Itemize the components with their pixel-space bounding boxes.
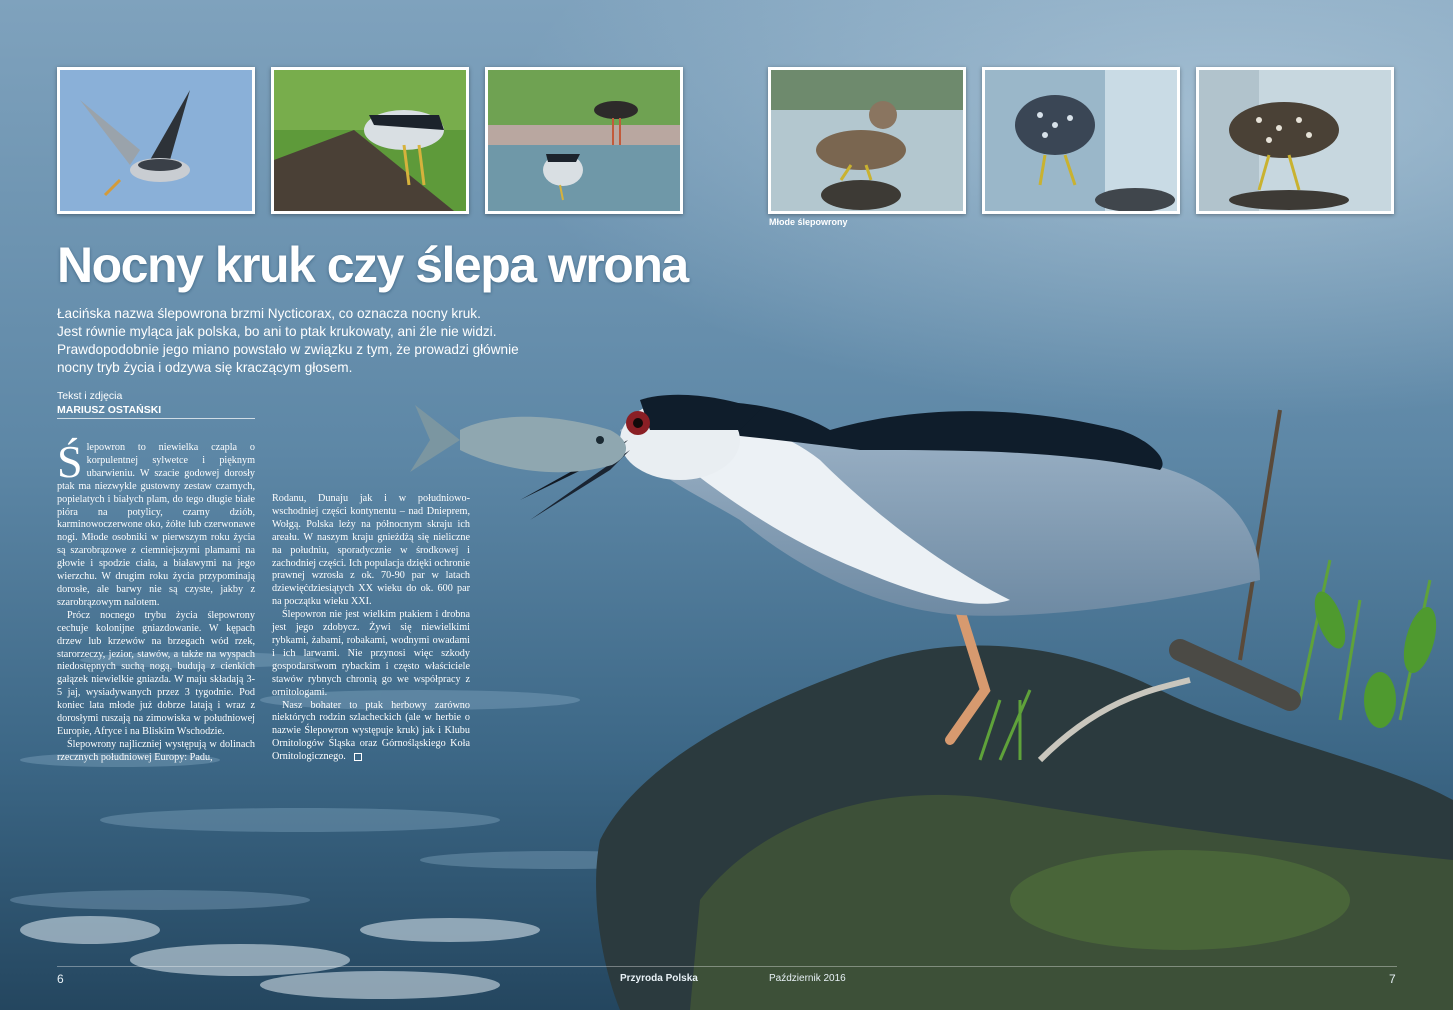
lead-line: Prawdopodobnie jego miano powstało w związku z tym, że prowadzi głównie bbox=[57, 342, 519, 357]
body-paragraph: Rodanu, Dunaju jak i w południowo-wschodniej części kontynentu – nad Dnieprem, Wołgą. Polska leży na północnym skraju ich areału. W naszym kraju gnieżdżą się nieliczne na południu, sporadycznie w środkowej i zachodniej części. Ich populacja dzięki ochronie prawnej wzrosła z ok. 70-90 par w latach dziewięćdziesiątych XX wieku do ok. 600 par na początku wieku XXI. bbox=[272, 493, 470, 608]
lead-line: nocny tryb życia i odzywa się kraczącym głosem. bbox=[57, 360, 353, 375]
end-of-article-mark bbox=[354, 753, 362, 761]
credit-divider bbox=[57, 418, 255, 419]
article-lead bbox=[57, 305, 519, 377]
drop-cap: Ś bbox=[57, 436, 83, 487]
author-name: MARIUSZ OSTAŃSKI bbox=[57, 404, 162, 416]
lead-line: Łacińska nazwa ślepowrona brzmi Nycticorax, co oznacza nocny kruk. bbox=[57, 306, 481, 321]
body-paragraph: Nasz bohater to ptak herbowy zarówno niektórych rodzin szlacheckich (ale w herbie o nazwie Ślepowron występuje kruk) jak i Klubu Ornitologów Śląska oraz Górnośląskiego Koła Ornitologicznego. bbox=[272, 699, 470, 763]
body-column-2 bbox=[272, 493, 470, 764]
page-number-right: 7 bbox=[1389, 972, 1396, 986]
body-paragraph: Ślepowron nie jest wielkim ptakiem i drobna jest jego zdobycz. Żywi się niewielkimi rybkami, żabami, robakami, wodnymi owadami i ich larwami. Nie przynosi więc szkody gospodarstwom rybackim i często właściciele stawów rybnych chronią go we współpracy z ornitologami. bbox=[272, 609, 470, 698]
magazine-name: Przyroda Polska bbox=[620, 973, 698, 984]
photo-heron-flying bbox=[57, 67, 255, 214]
footer-divider bbox=[57, 966, 1397, 967]
credit-label: Tekst i zdjęcia bbox=[57, 390, 123, 402]
photo-juvenile-1 bbox=[768, 67, 966, 214]
lead-line: Jest równie myląca jak polska, bo ani to ptak krukowaty, ani źle nie widzi. bbox=[57, 324, 497, 339]
body-paragraph: Ślepowrony najliczniej występują w dolinach rzecznych południowej Europy: Padu, bbox=[57, 738, 255, 763]
photo-heron-on-log bbox=[271, 67, 469, 214]
issue-date: Październik 2016 bbox=[769, 973, 846, 984]
body-paragraph: Ślepowron to niewielka czapla o korpulentnej sylwetce i pięknym ubarwieniu. W szacie godowej dorosły ptak ma niezwykle gustowny zestaw czarnych, popielatych i białych plam, do tego długie białe pióra na potylicy, czarny dziób, karminowoczerwone oko, żółte lub czerwonawe nogi. Młode osobniki w pierwszym roku życia są szarobrązowe z ciemniejszymi plamami na głowie i spodzie ciała, a białawymi na jego wierzchu. W drugim roku życia przypominają dorosłe, ale barwy nie są czyste, jakby z szarobrązowym nalotem. bbox=[57, 436, 255, 608]
photo-heron-with-stork bbox=[485, 67, 683, 214]
thumbnail-caption: Młode ślepowrony bbox=[769, 217, 848, 227]
body-paragraph: Prócz nocnego trybu życia ślepowrony cechuje kolonijne gniazdowanie. W kępach drzew lub krzewów na brzegach wód rzek, starorzeczy, jezior, stawów, a także na wyspach niedostępnych suchą nogą, budują z cienkich gałązek niewielkie gniazda. W maju składają 3-5 jaj, wysiadywanych przez 3 tygodnie. Pod koniec lata młode już dobrze latają i wraz z dorosłymi ruszają na zimowiska w południowej Europie, Afryce i na Bliskim Wschodzie. bbox=[57, 609, 255, 737]
article-title: Nocny kruk czy ślepa wrona bbox=[57, 237, 688, 293]
photo-juvenile-3 bbox=[1196, 67, 1394, 214]
page-number-left: 6 bbox=[57, 972, 64, 986]
photo-juvenile-2 bbox=[982, 67, 1180, 214]
body-column-1 bbox=[57, 436, 255, 765]
